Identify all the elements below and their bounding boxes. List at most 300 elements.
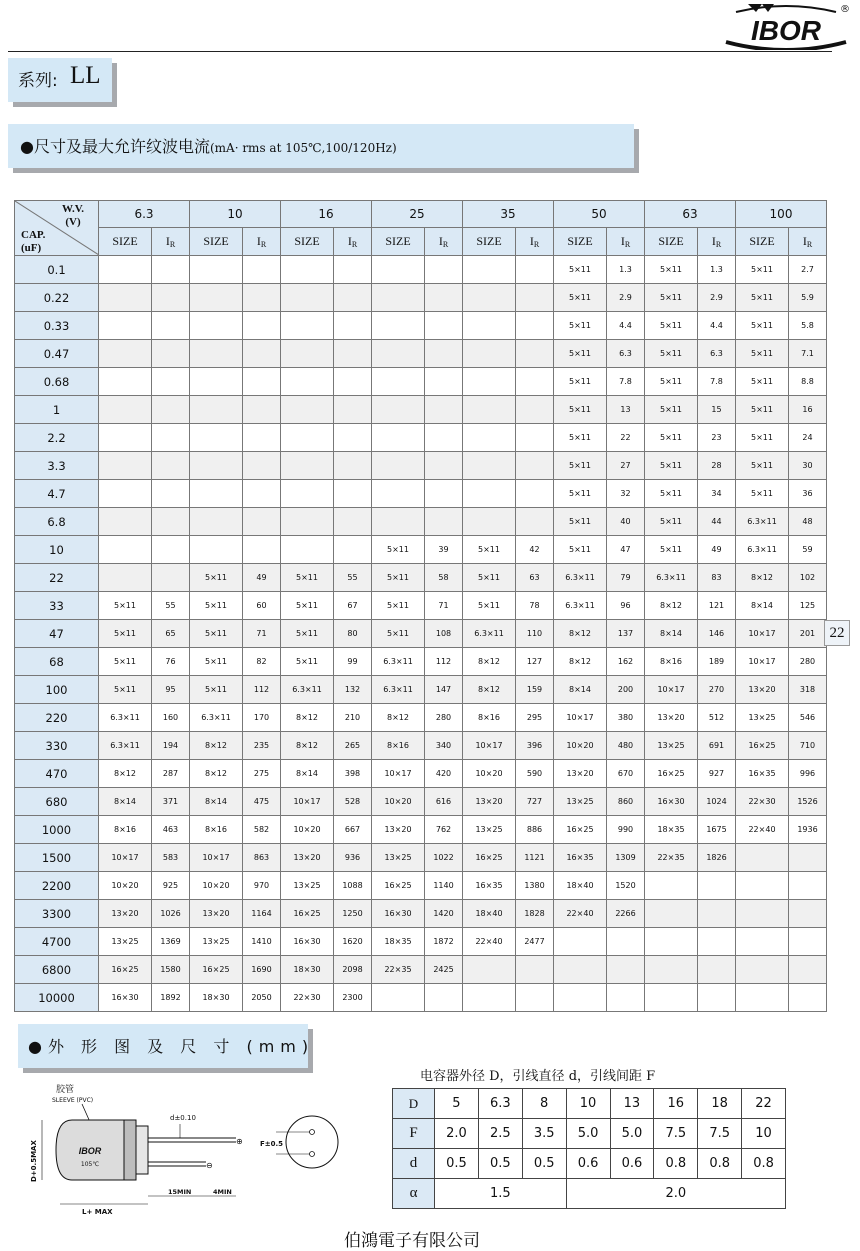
size-cell [99,508,152,536]
ripple-cell [607,956,645,984]
size-cell [372,312,425,340]
capacitance-cell: 3300 [15,900,99,928]
capacitance-cell: 1000 [15,816,99,844]
ripple-cell [243,312,281,340]
size-header: SIZE [99,228,152,256]
ripple-header-sub: R [533,240,540,249]
header-rule [8,51,832,52]
ripple-cell [425,312,463,340]
size-cell [281,368,334,396]
ripple-cell [698,984,736,1012]
ripple-cell: 80 [334,620,372,648]
spec-cell: 5.0 [610,1119,654,1149]
ripple-cell: 1420 [425,900,463,928]
size-cell [645,900,698,928]
ripple-cell: 1309 [607,844,645,872]
ripple-cell [243,284,281,312]
ripple-cell [789,872,827,900]
ripple-cell [243,508,281,536]
ripple-cell: 71 [243,620,281,648]
ripple-cell [152,368,190,396]
ripple-cell: 1.3 [607,256,645,284]
size-cell: 5×11 [190,620,243,648]
ripple-cell: 287 [152,760,190,788]
size-cell: 5×11 [736,452,789,480]
table-row [15,564,827,592]
corner-wv-label: W.V. (V) [61,203,84,228]
ripple-header-main: I [347,234,352,248]
size-cell [190,480,243,508]
ripple-cell: 475 [243,788,281,816]
ripple-cell: 55 [152,592,190,620]
ripple-cell: 110 [516,620,554,648]
size-cell: 5×11 [281,620,334,648]
ripple-cell: 28 [698,452,736,480]
size-cell: 6.3×11 [645,564,698,592]
ripple-cell [516,368,554,396]
size-cell [736,984,789,1012]
ripple-cell: 83 [698,564,736,592]
table-row [15,928,827,956]
size-cell [281,396,334,424]
size-cell [554,984,607,1012]
size-cell [645,872,698,900]
size-cell: 8×12 [99,760,152,788]
ripple-cell: 127 [516,648,554,676]
size-cell [99,396,152,424]
size-cell: 6.3×11 [554,592,607,620]
size-cell: 6.3×11 [99,732,152,760]
ripple-cell: 5.8 [789,312,827,340]
size-cell: 6.3×11 [281,676,334,704]
size-cell [99,564,152,592]
capacitance-cell: 0.1 [15,256,99,284]
size-cell: 5×11 [736,256,789,284]
ripple-cell: 2477 [516,928,554,956]
ripple-cell [243,452,281,480]
size-cell [372,396,425,424]
size-cell: 5×11 [554,424,607,452]
size-cell: 5×11 [190,648,243,676]
size-cell [99,480,152,508]
size-cell: 5×11 [99,620,152,648]
size-cell [463,508,516,536]
table-row [15,648,827,676]
size-cell: 22×35 [645,844,698,872]
size-cell: 5×11 [645,452,698,480]
size-cell: 10×20 [281,816,334,844]
ripple-cell: 32 [607,480,645,508]
diameter-label: D+0.5MAX [30,1140,38,1182]
size-cell: 5×11 [463,536,516,564]
ripple-cell: 398 [334,760,372,788]
table-row [15,956,827,984]
size-cell [463,284,516,312]
ripple-cell: 4.4 [607,312,645,340]
ripple-header-sub: R [169,240,176,249]
size-cell: 13×25 [554,788,607,816]
size-cell: 22×30 [736,788,789,816]
ripple-cell [425,424,463,452]
size-cell: 5×11 [554,284,607,312]
size-cell [736,928,789,956]
spec-cell: 2.0 [566,1179,785,1209]
lead-length-label: 15MIN [168,1188,192,1196]
ripple-cell: 201 [789,620,827,648]
size-cell: 5×11 [736,312,789,340]
spec-cell: 5 [435,1089,479,1119]
voltage-header: 35 [463,201,554,228]
ripple-cell: 762 [425,816,463,844]
ripple-cell: 13 [607,396,645,424]
size-cell [281,480,334,508]
ripple-cell: 1526 [789,788,827,816]
table-row [15,704,827,732]
size-cell [190,368,243,396]
ripple-cell: 710 [789,732,827,760]
ripple-cell: 95 [152,676,190,704]
ripple-cell: 34 [698,480,736,508]
ripple-cell: 667 [334,816,372,844]
size-cell: 8×16 [645,648,698,676]
ripple-cell: 47 [607,536,645,564]
ripple-header [425,228,463,256]
size-cell: 10×20 [190,872,243,900]
capacitance-cell: 6800 [15,956,99,984]
size-cell: 5×11 [645,312,698,340]
ripple-cell: 275 [243,760,281,788]
sleeve-cn-label: 胶管 [56,1085,75,1095]
size-cell: 13×25 [190,928,243,956]
section-outline [18,1024,315,1068]
size-cell [281,284,334,312]
lead-spacing-label: F±0.5 [260,1140,284,1148]
ripple-cell: 125 [789,592,827,620]
size-cell: 5×11 [645,396,698,424]
ripple-cell: 860 [607,788,645,816]
size-cell [99,368,152,396]
size-cell: 5×11 [554,340,607,368]
size-cell: 5×11 [554,508,607,536]
ripple-cell: 1250 [334,900,372,928]
ripple-cell: 210 [334,704,372,732]
size-cell: 6.3×11 [736,508,789,536]
size-cell [190,508,243,536]
ripple-cell [243,396,281,424]
ripple-cell [516,984,554,1012]
ripple-cell [516,256,554,284]
ripple-cell: 528 [334,788,372,816]
size-cell: 10×17 [463,732,516,760]
ripple-cell: 2098 [334,956,372,984]
size-cell [281,508,334,536]
ripple-cell: 59 [789,536,827,564]
size-cell: 5×11 [554,396,607,424]
size-cell: 16×35 [554,844,607,872]
size-cell [190,256,243,284]
ripple-cell: 49 [243,564,281,592]
size-cell [190,284,243,312]
size-cell: 10×17 [190,844,243,872]
company-name: 伯鴻電子有限公司 [344,1231,480,1251]
size-cell: 8×14 [645,620,698,648]
size-cell: 6.3×11 [554,564,607,592]
size-cell: 5×11 [281,592,334,620]
ripple-cell: 616 [425,788,463,816]
ripple-cell [334,536,372,564]
ripple-cell: 146 [698,620,736,648]
ripple-cell: 546 [789,704,827,732]
size-cell [463,256,516,284]
ripple-cell: 44 [698,508,736,536]
capacitance-cell: 6.8 [15,508,99,536]
size-cell: 18×30 [190,984,243,1012]
ripple-cell: 670 [607,760,645,788]
size-cell: 5×11 [99,592,152,620]
size-cell: 13×25 [736,704,789,732]
size-cell: 16×25 [99,956,152,984]
ripple-cell: 990 [607,816,645,844]
table-row [15,732,827,760]
spec-label-F: F [393,1119,435,1149]
size-cell [190,424,243,452]
size-cell: 5×11 [372,564,425,592]
size-cell: 8×12 [372,704,425,732]
spec-row-d [393,1149,786,1179]
voltage-header: 50 [554,201,645,228]
ripple-cell: 23 [698,424,736,452]
capacitance-cell: 3.3 [15,452,99,480]
ripple-cell [243,256,281,284]
size-cell: 8×12 [463,648,516,676]
ripple-cell: 863 [243,844,281,872]
ripple-cell: 1410 [243,928,281,956]
ripple-cell: 132 [334,676,372,704]
size-cell [463,480,516,508]
ripple-header [334,228,372,256]
ripple-cell: 1620 [334,928,372,956]
size-cell: 16×25 [736,732,789,760]
size-cell: 10×17 [281,788,334,816]
ripple-cell: 40 [607,508,645,536]
table-row [15,816,827,844]
size-cell [372,508,425,536]
size-cell [190,452,243,480]
size-cell: 5×11 [372,536,425,564]
ripple-cell [698,928,736,956]
ripple-cell: 112 [425,648,463,676]
size-cell [190,536,243,564]
ripple-cell: 42 [516,536,554,564]
ripple-cell [152,396,190,424]
size-cell: 5×11 [736,480,789,508]
ripple-cell: 1164 [243,900,281,928]
size-cell [736,872,789,900]
section-title-text: ●尺寸及最大允许纹波电流 [20,137,210,156]
size-cell: 5×11 [645,508,698,536]
table-row [15,536,827,564]
ripple-cell: 1936 [789,816,827,844]
spec-cell: 2.0 [435,1119,479,1149]
size-cell: 22×30 [281,984,334,1012]
size-cell: 18×40 [554,872,607,900]
size-cell: 13×20 [372,816,425,844]
size-cell: 22×40 [736,816,789,844]
size-cell [372,984,425,1012]
ripple-cell: 340 [425,732,463,760]
capacitance-cell: 0.68 [15,368,99,396]
size-cell: 6.3×11 [99,704,152,732]
ripple-cell [334,396,372,424]
ripple-cell: 108 [425,620,463,648]
ripple-cell [607,984,645,1012]
size-cell [463,452,516,480]
spec-cell: 3.5 [522,1119,566,1149]
size-cell: 13×25 [645,732,698,760]
table-row [15,872,827,900]
size-cell: 6.3×11 [372,648,425,676]
ripple-cell [425,256,463,284]
ripple-cell: 67 [334,592,372,620]
capacitance-cell: 0.33 [15,312,99,340]
size-cell: 5×11 [736,424,789,452]
ripple-cell: 512 [698,704,736,732]
size-cell [463,368,516,396]
size-cell: 5×11 [736,396,789,424]
spec-title: 电容器外径 D，引线直径 d，引线间距 F [420,1069,656,1084]
ripple-cell [789,928,827,956]
ripple-cell [152,424,190,452]
size-cell [736,900,789,928]
size-header: SIZE [281,228,334,256]
size-cell: 18×35 [372,928,425,956]
size-cell: 5×11 [554,368,607,396]
spec-cell: 8 [522,1089,566,1119]
ripple-cell [516,452,554,480]
table-row [15,396,827,424]
size-cell: 10×20 [554,732,607,760]
size-cell: 5×11 [736,368,789,396]
size-cell: 18×35 [645,816,698,844]
size-cell: 6.3×11 [190,704,243,732]
size-cell: 16×35 [736,760,789,788]
ripple-cell: 159 [516,676,554,704]
corner-cap-label: CAP. (uF) [21,229,46,254]
table-row [15,900,827,928]
table-row [15,620,827,648]
spec-cell: 1.5 [435,1179,567,1209]
ripple-cell: 200 [607,676,645,704]
size-cell: 13×20 [190,900,243,928]
size-cell: 10×17 [736,648,789,676]
ripple-cell: 27 [607,452,645,480]
table-row [15,788,827,816]
ripple-cell: 295 [516,704,554,732]
ripple-header [152,228,190,256]
size-cell: 5×11 [645,284,698,312]
voltage-header: 16 [281,201,372,228]
size-cell: 16×30 [281,928,334,956]
table-row [15,452,827,480]
size-cell [554,928,607,956]
ripple-cell: 270 [698,676,736,704]
ripple-header-main: I [529,234,534,248]
ripple-cell [334,312,372,340]
size-cell: 5×11 [645,340,698,368]
lead-diff-label: 4MIN [213,1188,232,1196]
ripple-cell [516,508,554,536]
table-row [15,760,827,788]
ripple-cell: 1024 [698,788,736,816]
ripple-cell: 71 [425,592,463,620]
ripple-current-table [14,200,827,1012]
size-cell: 13×20 [99,900,152,928]
ripple-cell: 102 [789,564,827,592]
ripple-cell [789,956,827,984]
size-cell: 5×11 [190,676,243,704]
ripple-cell: 691 [698,732,736,760]
size-cell [281,424,334,452]
capacitance-cell: 330 [15,732,99,760]
size-header: SIZE [736,228,789,256]
size-cell: 5×11 [281,564,334,592]
ripple-cell [152,312,190,340]
size-cell: 5×11 [645,536,698,564]
table-row [15,480,827,508]
spec-cell: 0.5 [522,1149,566,1179]
size-cell: 5×11 [190,564,243,592]
sleeve-en-label: SLEEVE (PVC) [52,1097,94,1104]
spec-cell: 0.6 [566,1149,610,1179]
spec-cell: 5.0 [566,1119,610,1149]
ripple-cell [516,424,554,452]
size-cell [190,396,243,424]
size-cell [736,844,789,872]
ripple-cell: 48 [789,508,827,536]
size-cell: 13×20 [736,676,789,704]
ripple-cell [243,480,281,508]
size-cell [463,984,516,1012]
size-cell [190,340,243,368]
ripple-header [607,228,645,256]
ripple-cell: 380 [607,704,645,732]
spec-label-D: D [393,1089,435,1119]
voltage-header: 6.3 [99,201,190,228]
ripple-cell: 30 [789,452,827,480]
capacitance-cell: 33 [15,592,99,620]
size-header: SIZE [190,228,243,256]
ripple-cell: 886 [516,816,554,844]
spec-cell: 0.8 [654,1149,698,1179]
size-cell: 8×16 [463,704,516,732]
ripple-cell [334,480,372,508]
length-label: L+ MAX [82,1208,113,1216]
ripple-cell [516,312,554,340]
ripple-cell: 121 [698,592,736,620]
size-cell: 6.3×11 [463,620,516,648]
ripple-cell [243,424,281,452]
table-row [15,592,827,620]
ripple-cell [698,900,736,928]
size-cell [463,396,516,424]
ripple-cell: 927 [698,760,736,788]
size-cell: 8×14 [736,592,789,620]
spec-cell: 16 [654,1089,698,1119]
ripple-cell: 194 [152,732,190,760]
section-unit: (mA· rms at 105℃,100/120Hz) [209,141,397,155]
size-cell: 16×35 [463,872,516,900]
ripple-cell: 8.8 [789,368,827,396]
